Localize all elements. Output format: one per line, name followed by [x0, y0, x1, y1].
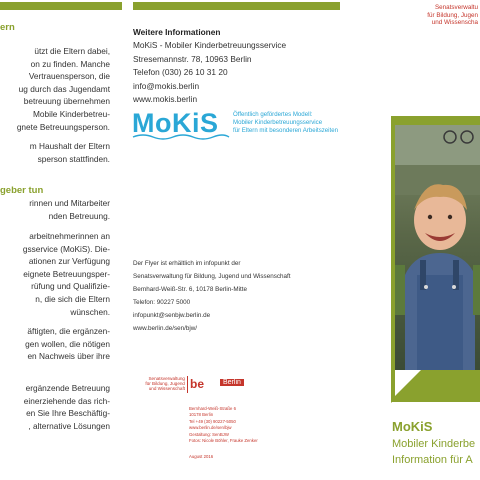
cover-title: MoKiS — [392, 419, 433, 434]
contact-block — [133, 39, 286, 107]
left-paragraph-5: äftigten, die ergänzen- gen wollen, die nötigen en Nachweis über ihre — [25, 326, 110, 362]
top-green-bar-middle — [133, 2, 340, 10]
cover-subtitle: Mobiler Kinderbe Information für A — [392, 438, 476, 466]
left-paragraph-1: ützt die Eltern dabei, on zu finden. Manche Vertrauensperson, die ug durch das Jugendamt betreuung übernehmen Mobile Kinderbetreu- gnete Betreuungsperson. — [16, 46, 110, 132]
info-heading: Weitere Informationen — [133, 27, 221, 37]
org-name: MoKiS - Mobiler Kinderbetreuungsservice — [133, 40, 287, 50]
senbjw-website-link[interactable]: www.berlin.de/sen/bjw/ — [133, 325, 198, 333]
mokis-logo: MoKiS — [132, 108, 219, 138]
child-photo — [395, 125, 480, 370]
org-website-link[interactable]: www.mokis.berlin — [133, 94, 198, 105]
top-green-bar-left — [0, 2, 122, 10]
section-heading-arbeitgeber: geber tun — [0, 185, 44, 196]
berlin-logo-box: Berlin — [220, 379, 244, 386]
logo-divider — [187, 376, 188, 393]
left-paragraph-4: arbeitnehmerinnen an gsservice (MoKiS). Die- ationen zur Verfügung eignete Betreuungsper- rüfung und Qualifizie- n, die sich die Eltern wünschen. — [22, 231, 110, 317]
left-paragraph-6: ergänzende Betreuung einerziehende das rich- en Sie Ihre Beschäftig- , alternative Lösungen — [23, 383, 110, 431]
senat-logo-text: Senatsverwaltung für Bildung, Jugend und Wissenschaft — [145, 376, 185, 392]
senat-header-text: Senatsverwaltu für Bildung, Jugen und Wissenscha — [427, 4, 478, 27]
imprint-block: Bernhard-Weiß-Straße 6 10178 Berlin Tel +49 (30) 90227-5050 www.berlin.de/sen/bjw Gestaltung: SenBJW Fotos: Nicole Böhler, Frauke Zenker — [189, 406, 258, 444]
print-date: August 2016 — [189, 454, 214, 459]
child-photo-illustration — [395, 125, 480, 370]
speech-bubble-tail-inner — [395, 368, 423, 396]
infopunkt-email-link[interactable]: infopunkt@senbjw.berlin.de — [133, 312, 211, 320]
availability-block: Der Flyer ist erhältlich im infopunkt der Senatsverwaltung für Bildung, Jugend und Wissenschaft Bernhard-Weiß-Str. 6, 10178 Berlin-Mitte Telefon: 90227 5000 infopunkt@senbjw.berlin.de www.berlin.de/sen/bjw/ — [133, 257, 291, 336]
org-email-link[interactable]: info@mokis.berlin — [133, 80, 200, 91]
section-heading-eltern: ern — [0, 22, 15, 33]
org-phone: Telefon (030) 26 10 31 20 — [133, 67, 228, 78]
org-address: Stresemannstr. 78, 10963 Berlin — [133, 53, 252, 64]
left-paragraph-3: rinnen und Mitarbeiter nden Betreuung. — [29, 198, 110, 221]
mokis-claim: Öffentlich gefördertes Modell: Mobiler Kinderbetreuungsservice für Eltern mit besonderen Arbeitszeiten — [233, 111, 339, 134]
be-berlin-logo: be — [190, 377, 205, 391]
left-paragraph-2: m Haushalt der Eltern sperson stattfinden. — [29, 141, 110, 164]
